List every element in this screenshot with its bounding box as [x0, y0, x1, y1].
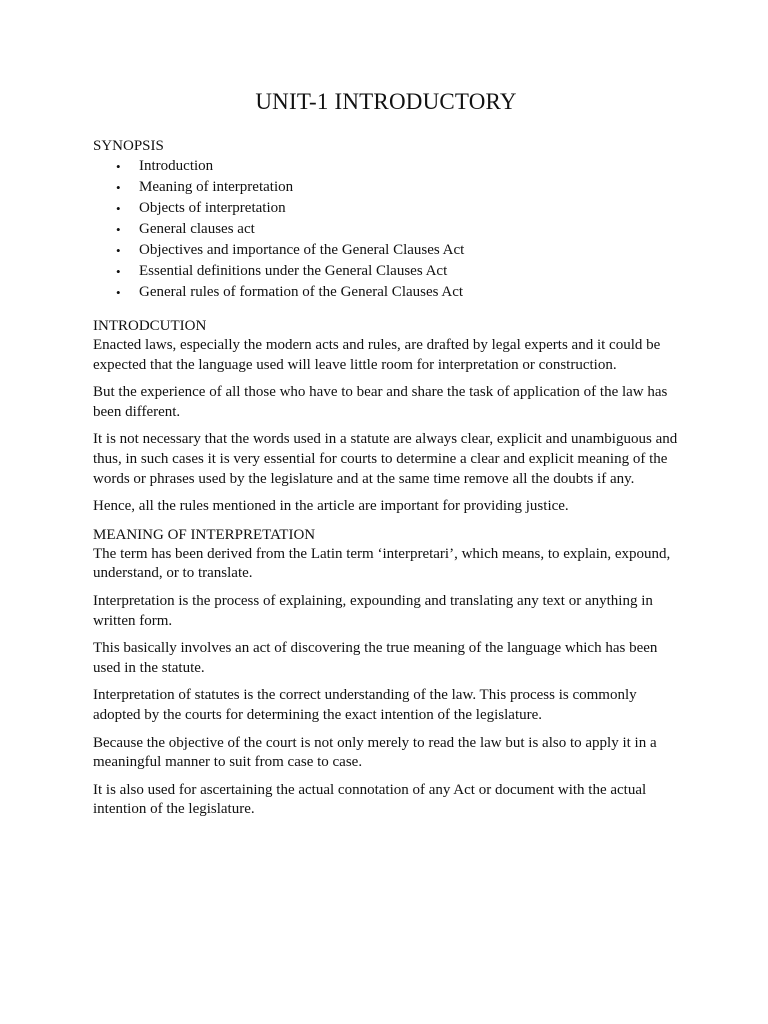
synopsis-item: • Meaning of interpretation [93, 177, 679, 198]
meaning-heading: MEANING OF INTERPRETATION [93, 526, 316, 543]
synopsis-item: • Objects of interpretation [93, 198, 679, 219]
synopsis-section [93, 136, 679, 303]
bullet-icon: • [116, 201, 121, 216]
synopsis-item: • General rules of formation of the General Clauses Act [93, 282, 679, 303]
bullet-icon: • [116, 159, 121, 174]
document-page [93, 88, 679, 828]
bullet-icon: • [116, 243, 121, 258]
bullet-icon: • [116, 264, 121, 279]
document-title: UNIT-1 INTRODUCTORY [255, 89, 517, 114]
introduction-section [93, 316, 679, 517]
paragraph: The term has been derived from the Latin term ‘interpretari’, which means, to explain, expound, understand, or to translate. [93, 545, 671, 582]
paragraph: Interpretation is the process of explaining, expounding and translating any text or anything in written form. [93, 592, 653, 629]
synopsis-list [93, 156, 679, 303]
paragraph: But the experience of all those who have to bear and share the task of application of the law has been different. [93, 384, 668, 420]
bullet-icon: • [116, 180, 121, 195]
synopsis-item: • Objectives and importance of the General Clauses Act [93, 240, 679, 261]
paragraph: Interpretation of statutes is the correct understanding of the law. This process is commonly adopted by the courts for determining the exact intention of the legislature. [93, 687, 637, 723]
paragraph: It is also used for ascertaining the actual connotation of any Act or document with the actual intention of the legislature. [93, 781, 647, 818]
bullet-icon: • [116, 222, 121, 237]
paragraph: This basically involves an act of discovering the true meaning of the language which has been used in the statute. [93, 640, 658, 676]
paragraph: Hence, all the rules mentioned in the article are important for providing justice. [93, 498, 569, 515]
meaning-section [93, 525, 679, 820]
paragraph: Because the objective of the court is not only merely to read the law but is also to apply it in a meaningful manner to suit from case to case. [93, 734, 657, 771]
synopsis-item: • Essential definitions under the General Clauses Act [93, 261, 679, 282]
synopsis-heading: SYNOPSIS [93, 138, 164, 154]
synopsis-item: • Introduction [93, 156, 679, 177]
paragraph: It is not necessary that the words used in a statute are always clear, explicit and unambiguous and thus, in such cases it is very essential for courts to determine a clear and explicit meaning of the words or phrases used by the legislature and at the same time remove all the doubts if any. [93, 431, 678, 487]
bullet-icon: • [116, 285, 121, 300]
introduction-heading: INTRODCUTION [93, 318, 207, 334]
synopsis-item: • General clauses act [93, 219, 679, 240]
paragraph: Enacted laws, especially the modern acts and rules, are drafted by legal experts and it could be expected that the language used will leave little room for interpretation or construction. [93, 337, 661, 373]
